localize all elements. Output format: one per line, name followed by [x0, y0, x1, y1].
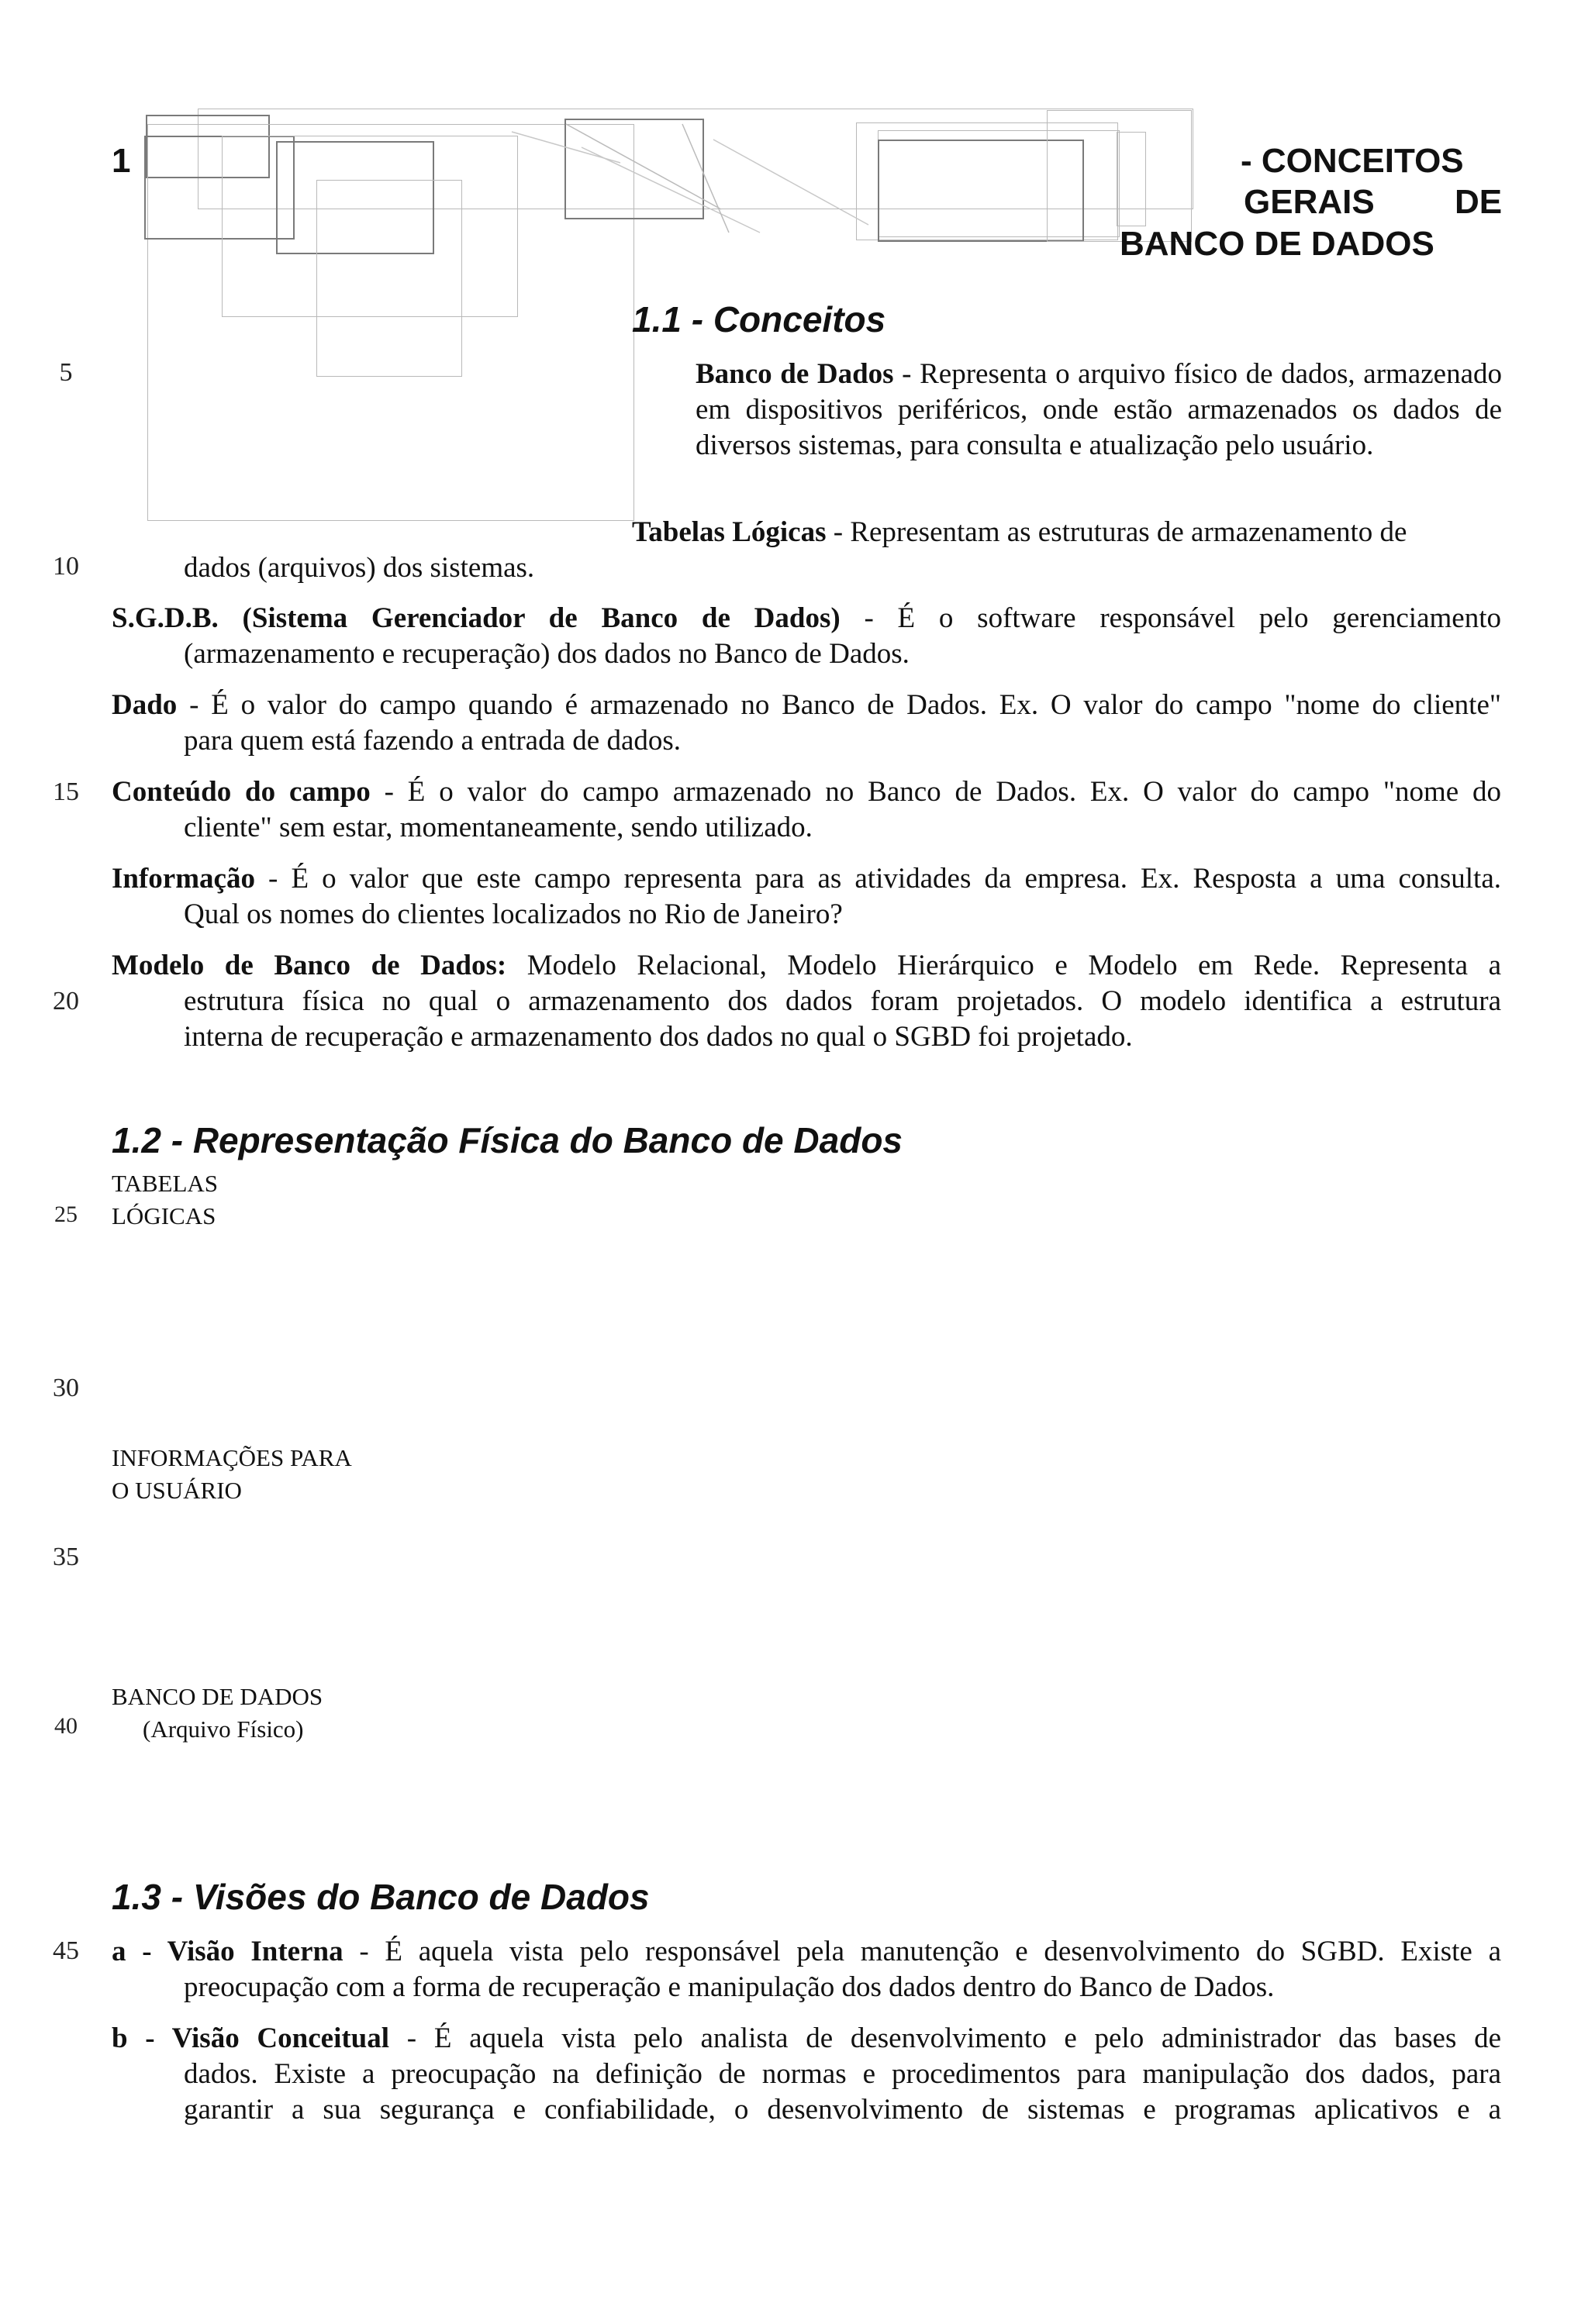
diagram-label-tabelas [112, 1167, 218, 1233]
line-number: 10 [53, 552, 79, 581]
label-tabelas-line2: LÓGICAS [112, 1202, 216, 1229]
label-info-line1: INFORMAÇÕES PARA [112, 1444, 352, 1471]
paragraph-banco-de-dados [696, 357, 1502, 464]
paragraph-dado [112, 688, 1501, 759]
term-visao-conceitual: b - Visão Conceitual [112, 2022, 390, 2054]
term-tabelas-logicas: Tabelas Lógicas [632, 516, 827, 548]
text-sgdb-cont: (armazenamento e recuperação) dos dados no Banco de Dados. [184, 638, 910, 670]
text-tabelas-logicas: - Representam as estruturas de armazenamento de [826, 516, 1407, 548]
text-visao-conceitual-cont2: garantir a sua segurança e confiabilidade, o desenvolvimento de sistemas e programas aplicativos e a [184, 2094, 1501, 2126]
diagram-label-banco [112, 1681, 323, 1746]
artifact-frame [316, 180, 462, 377]
text-visao-conceitual: - É aquela vista pelo analista de desenvolvimento e pelo administrador das bases de [389, 2022, 1502, 2054]
chapter-number: 1 [112, 142, 131, 180]
paragraph-sgdb [112, 601, 1501, 672]
line-number: 20 [53, 987, 79, 1015]
line-number: 15 [53, 778, 79, 806]
chapter-title-line2-a: GERAIS [1244, 183, 1375, 221]
text-conteudo-do-campo: - É o valor do campo armazenado no Banco de Dados. Ex. O valor do campo "nome do [370, 776, 1501, 808]
text-informacao-cont: Qual os nomes do clientes localizados no Rio de Janeiro? [184, 898, 843, 930]
paragraph-visao-interna [112, 1934, 1501, 2005]
line-number: 45 [53, 1936, 79, 1965]
label-tabelas-line1: TABELAS [112, 1170, 219, 1197]
text-sgdb: - É o software responsável pelo gerenciamento [840, 602, 1501, 634]
text-modelo: Modelo Relacional, Modelo Hierárquico e Modelo em Rede. Representa a [506, 950, 1501, 981]
term-informacao: Informação [112, 863, 255, 895]
term-visao-interna: a - Visão Interna [112, 1936, 343, 1967]
paragraph-modelo [112, 948, 1501, 1055]
label-info-line2: O USUÁRIO [112, 1477, 242, 1504]
line-number: 40 [54, 1713, 78, 1739]
paragraph-tabelas-logicas [632, 515, 1502, 550]
paragraph-conteudo-do-campo [112, 774, 1501, 846]
artifact-frame [1117, 132, 1146, 226]
paragraph-informacao [112, 861, 1501, 933]
term-dado: Dado [112, 689, 178, 721]
chapter-title-line3: BANCO DE DADOS [1120, 225, 1434, 263]
diagram-label-informacoes [112, 1442, 352, 1507]
chapter-title-line2-b: DE [1455, 183, 1503, 221]
text-dado-cont: para quem está fazendo a entrada de dados. [184, 725, 682, 757]
artifact-lines [465, 116, 899, 240]
text-conteudo-do-campo-cont: cliente" sem estar, momentaneamente, sendo utilizado. [184, 812, 813, 843]
text-banco-de-dados: - Representa o arquivo físico de dados, armazenado em dispositivos periféricos, onde estão armazenados os dados de diversos sistemas, para consulta e atualização pelo usuário. [696, 358, 1502, 461]
chapter-title-line1: - CONCEITOS [1241, 142, 1464, 180]
text-modelo-cont1: estrutura física no qual o armazenamento dos dados foram projetados. O modelo identifica a estrutura [184, 985, 1501, 1017]
section-heading-1-3: 1.3 - Visões do Banco de Dados [112, 1877, 650, 1917]
text-visao-conceitual-cont1: dados. Existe a preocupação na definição de normas e procedimentos para manipulação dos dados, para [184, 2058, 1501, 2090]
label-banco-line2: (Arquivo Físico) [143, 1715, 304, 1743]
line-number: 35 [53, 1543, 79, 1571]
term-sgdb: S.G.D.B. (Sistema Gerenciador de Banco de Dados) [112, 602, 841, 634]
text-modelo-cont2: interna de recuperação e armazenamento dos dados no qual o SGBD foi projetado. [184, 1021, 1133, 1053]
text-visao-interna: - É aquela vista pelo responsável pela manutenção e desenvolvimento do SGBD. Existe a [343, 1936, 1501, 1967]
line-number: 30 [53, 1374, 79, 1402]
text-visao-interna-cont: preocupação com a forma de recuperação e manipulação dos dados dentro do Banco de Dados. [184, 1971, 1275, 2003]
text-tabelas-logicas-cont: dados (arquivos) dos sistemas. [184, 552, 535, 584]
section-heading-1-2: 1.2 - Representação Física do Banco de Dados [112, 1120, 903, 1160]
text-dado: - É o valor do campo quando é armazenado no Banco de Dados. Ex. O valor do campo "nome do cliente" [177, 689, 1501, 721]
term-conteudo-do-campo: Conteúdo do campo [112, 776, 371, 808]
term-banco-de-dados: Banco de Dados [696, 358, 894, 390]
text-informacao: - É o valor que este campo representa para as atividades da empresa. Ex. Resposta a uma consulta. [254, 863, 1501, 895]
paragraph-visao-conceitual [112, 2021, 1501, 2128]
label-banco-line1: BANCO DE DADOS [112, 1683, 323, 1710]
section-heading-1-1: 1.1 - Conceitos [632, 299, 886, 340]
line-number: 5 [59, 358, 73, 387]
term-modelo: Modelo de Banco de Dados: [112, 950, 507, 981]
line-number: 25 [54, 1202, 78, 1227]
